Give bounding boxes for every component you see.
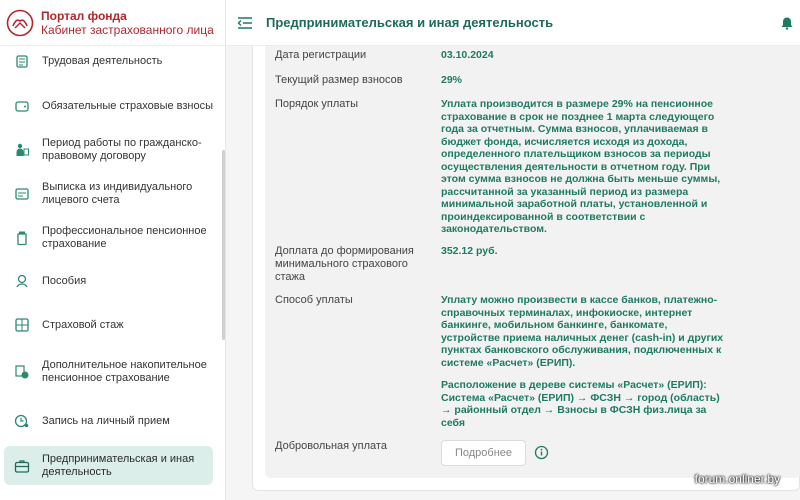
sidebar-item-label: Профессиональное пенсионное страхование xyxy=(42,225,207,250)
sidebar-item-label: Обязательные страховые взносы xyxy=(42,99,214,112)
registration-label: Дата регистрации xyxy=(275,49,367,61)
header xyxy=(226,0,800,46)
surcharge-label: Доплата до формирования минимального страхового стажа xyxy=(275,245,414,283)
payment-order-label: Порядок уплаты xyxy=(275,98,359,110)
payment-method-label: Способ уплаты xyxy=(275,294,353,306)
sidebar-item-statement[interactable] xyxy=(4,180,213,208)
account-statement-icon xyxy=(12,184,32,204)
sidebar-item-label: Выписка из индивидуального лицевого счета xyxy=(42,181,193,206)
sidebar-item-additional-savings[interactable] xyxy=(4,352,213,392)
savings-icon xyxy=(12,362,32,382)
sidebar-item-benefits[interactable] xyxy=(4,272,213,290)
sidebar-item-label: Дополнительное накопительное пенсионное страхование xyxy=(42,359,207,384)
registration-value: 03.10.2024 xyxy=(441,49,494,61)
sidebar-item-professional[interactable] xyxy=(4,224,213,252)
sidebar-item-label: Предпринимательская и иная деятельность xyxy=(42,452,195,478)
sidebar-scrollbar[interactable] xyxy=(222,150,225,340)
page-title: Предпринимательская и иная деятельность xyxy=(266,15,554,30)
sidebar-item-label: Пособия xyxy=(42,274,87,287)
grid-icon xyxy=(12,315,32,335)
voluntary-label: Добровольная уплата xyxy=(275,440,387,452)
details-panel xyxy=(265,46,800,478)
more-details-button[interactable]: Подробнее xyxy=(441,440,526,466)
person-contract-icon xyxy=(12,140,32,160)
brand-subtitle: Кабинет застрахованного лица xyxy=(41,22,214,37)
payment-order-value: Уплата производится в размере 29% на пенсионное страхование в срок не позднее 1 марта следующего года за отчетным. Сумма взносов, уплачиваемая в бюджет фонда, исчисляется исходя из дохода, определенного плательщиком взносов за периоды осуществления деятельности в отчетном году. При этом сумма взносов не должна быть меньше суммы, рассчитанной за указанный период из размера минимальной заработной платы, установленной и проиндексированной в соответствии с законодательством. xyxy=(441,98,721,235)
erip-path-value: Расположение в дереве системы «Расчет» (ЕРИП): Система «Расчет» (ЕРИП) → ФСЗН → город (область) → районный отдел → Взносы в ФСЗН физ.лица за себя xyxy=(441,379,720,429)
watermark: forum.onliner.by xyxy=(694,472,780,486)
sidebar-item-labor[interactable] xyxy=(4,52,213,70)
sidebar-item-civil-contract[interactable] xyxy=(4,136,213,164)
payment-method-value: Уплату можно произвести в кассе банков, платежно-справочных терминалах, инфокиоске, интернет банкинге, мобильном банкинге, банкомате, устройстве приема наличных денег (cash-in) и других пунктах банковского обслуживания, подключенных к системе «Расчет» (ЕРИП). xyxy=(441,294,724,369)
rate-label: Текущий размер взносов xyxy=(275,74,403,86)
fund-logo-icon xyxy=(6,9,34,37)
sidebar-item-insurance-period[interactable] xyxy=(4,316,213,334)
business-icon xyxy=(12,456,32,476)
wallet-icon xyxy=(12,96,32,116)
sidebar-item-label: Трудовая деятельность xyxy=(42,54,163,67)
sidebar xyxy=(0,0,226,500)
sidebar-item-label: Страховой стаж xyxy=(42,318,124,331)
sidebar-item-appointment[interactable] xyxy=(4,412,213,430)
sidebar-item-label: Период работы по гражданско-правовому договору xyxy=(42,137,202,162)
rate-value: 29% xyxy=(441,74,463,86)
bell-icon[interactable] xyxy=(780,16,794,30)
sidebar-item-label: Запись на личный прием xyxy=(42,414,170,427)
brand[interactable] xyxy=(0,0,225,46)
surcharge-value: 352.12 руб. xyxy=(441,245,498,257)
main-content xyxy=(252,46,800,491)
brand-title: Портал фонда xyxy=(41,8,127,23)
briefcase-icon xyxy=(12,51,32,71)
appointment-icon xyxy=(12,411,32,431)
sidebar-item-business[interactable] xyxy=(4,446,213,485)
menu-collapse-icon[interactable] xyxy=(236,14,254,32)
jar-icon xyxy=(12,228,32,248)
info-icon[interactable] xyxy=(534,445,549,460)
benefits-icon xyxy=(12,271,32,291)
sidebar-item-contributions[interactable] xyxy=(4,92,213,120)
